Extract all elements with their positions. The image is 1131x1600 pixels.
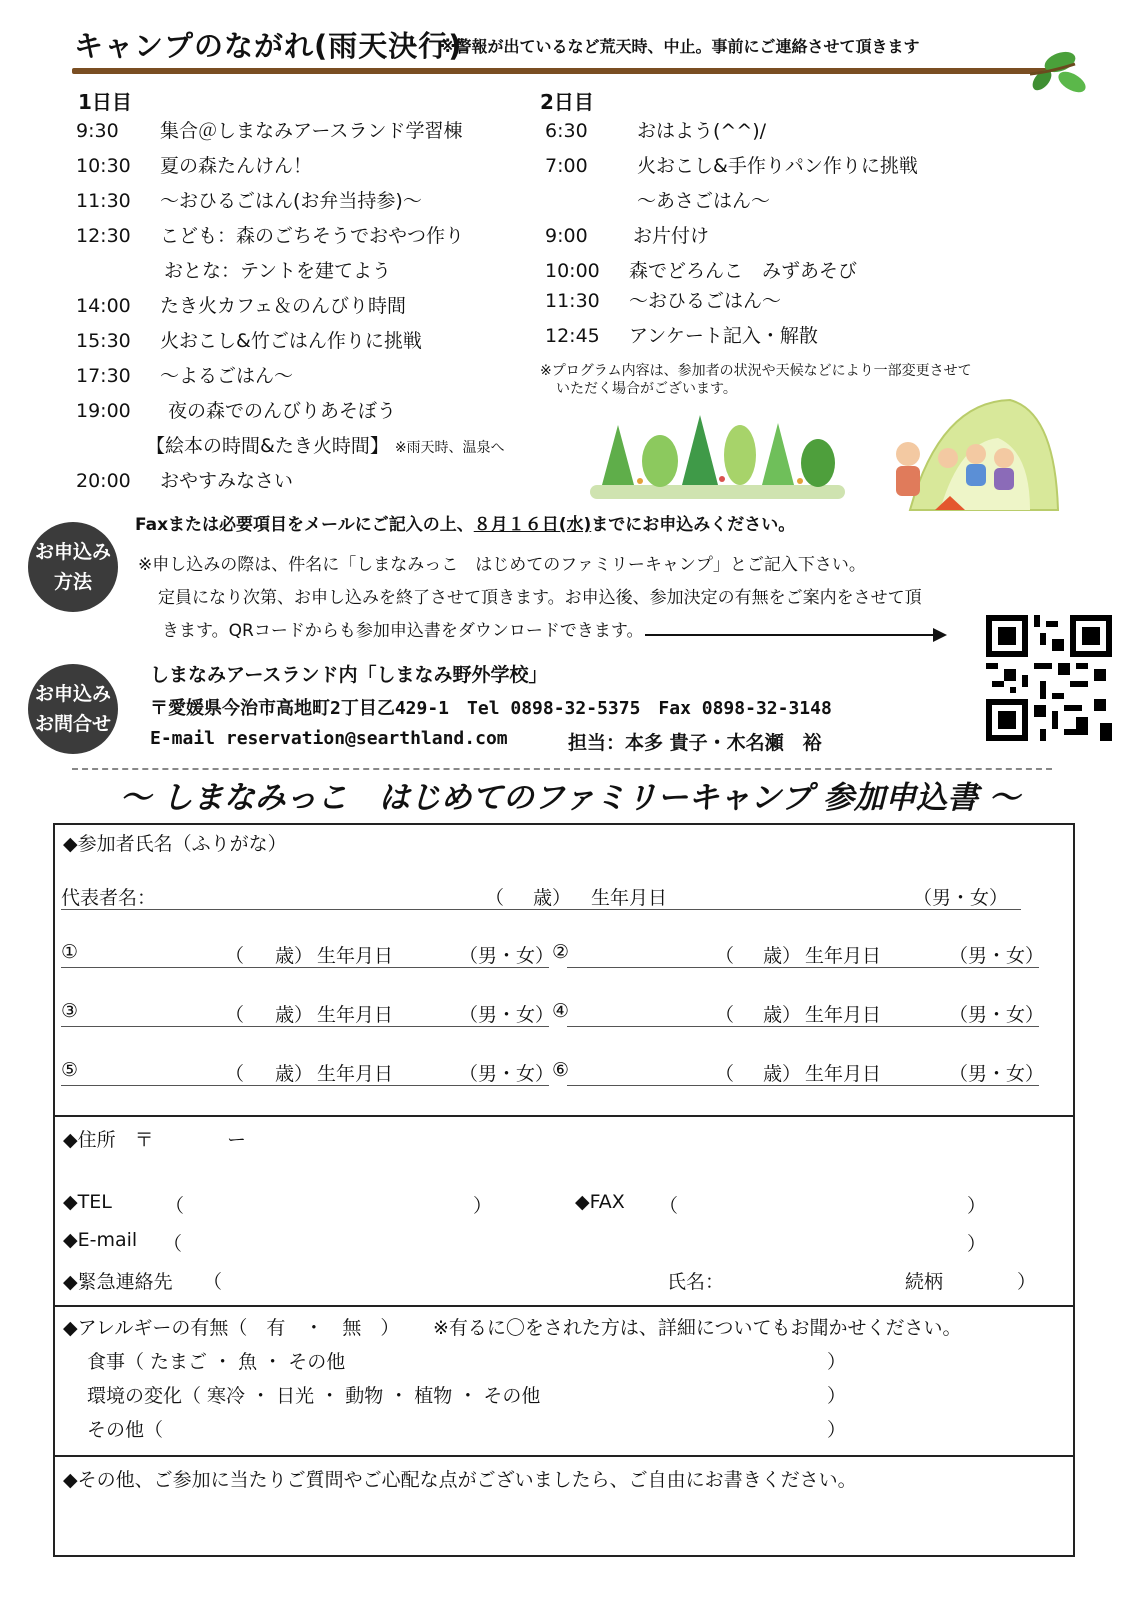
schedule-row: 20:00 おやすみなさい — [76, 470, 294, 492]
address-field[interactable] — [165, 1121, 1045, 1181]
contact-email[interactable]: E-mail reservation@searthland.com — [150, 728, 508, 749]
forest-illustration — [590, 415, 845, 505]
day1-title: 1日目 — [78, 90, 132, 114]
allergy-label: ◆アレルギーの有無（ 有 ・ 無 ） — [63, 1317, 400, 1339]
apply-qr-note: きます。QRコードからも参加申込書をダウンロードできます。 — [162, 621, 644, 641]
rain-note: ※雨天時、温泉へ — [394, 440, 505, 456]
schedule-row: 15:30 火おこし&竹ごはん作りに挑戦 — [76, 330, 422, 352]
schedule-row: 10:30 夏の森たんけん！ — [76, 155, 313, 177]
schedule-row: 6:30 おはよう(^^)/ — [545, 120, 767, 142]
apply-capacity-note: 定員になり次第、お申し込みを終了させて頂きます。お申込後、参加決定の有無をご案内をさせて頂 — [158, 588, 922, 608]
schedule-row: 12:30 こども：森のごちそうでおやつ作り — [76, 225, 465, 247]
questions-field[interactable] — [63, 1497, 1063, 1553]
application-form: ◆参加者氏名（ふりがな） 代表者名： （ 歳） 生年月日 （男・女） ① （ 歳） 生年月日 （男・女） ② （ 歳） 生年月日 （男・女） ③ （ 歳） 生年月日 （男・女） ④ （ 歳） 生年月日 （男・女） ⑤ （ 歳） 生年月日 （男・女） ⑥ （ 歳） 生年月日 （男・女） ◆住所 〒 ー ◆TEL （ ） ◆FAX （ ） ◆E-mail （ ） ◆緊急連絡先 （ 氏名： 続柄 ） ◆アレルギーの有無（ 有 ・ 無 ） ※有るに〇をされた方は、詳細についてもお聞かせください。 食事（ たまご ・ 魚 ・ その他 ） 環境の変化（ 寒冷 ・ 日光 ・ 動物 ・ 植物 ・ その他 ） その他（ ） ◆その他、ご参加に当たりご質問やご心配な点がございましたら、ご自由にお書きください。 — [53, 823, 1075, 1557]
emergency-label: ◆緊急連絡先 — [63, 1271, 173, 1293]
schedule-row: 11:30 ～おひるごはん～ — [545, 290, 782, 312]
apply-deadline-line: Faxまたは必要項目をメールにご記入の上、８月１６日(水)までにお申込みください。 — [135, 515, 796, 535]
tent-family-illustration — [880, 392, 1060, 522]
header-divider — [72, 68, 1047, 74]
schedule-title: キャンプのながれ(雨天決行) — [74, 29, 463, 63]
email-label: ◆E-mail — [63, 1229, 138, 1251]
day1-schedule — [76, 116, 505, 501]
postal-dash: ー — [227, 1129, 247, 1151]
schedule-row: 【絵本の時間&たき火時間】 ※雨天時、温泉へ — [146, 435, 505, 457]
fax-label: ◆FAX — [575, 1191, 625, 1213]
program-note-line2: いただく場合がございます。 — [556, 381, 737, 397]
fax-field[interactable] — [679, 1187, 959, 1217]
contact-org: しまなみアースランド内「しまなみ野外学校」 — [150, 664, 548, 686]
questions-label: ◆その他、ご参加に当たりご質問やご心配な点がございましたら、ご自由にお書きください。 — [63, 1469, 857, 1491]
participants-label: ◆参加者氏名（ふりがな） — [63, 833, 287, 855]
deadline: ８月１６日(水) — [473, 515, 592, 535]
contact-address: 〒愛媛県今治市高地町2丁目乙429-1 Tel 0898-32-5375 Fax 0898-32-3148 — [150, 698, 832, 719]
schedule-row: おとな：テントを建てよう — [164, 260, 392, 282]
cut-line — [72, 768, 1052, 770]
schedule-row: 7:00 火おこし&手作りパン作りに挑戦 — [545, 155, 918, 177]
arrow-right-icon — [645, 634, 945, 636]
day2-title: 2日目 — [540, 90, 594, 114]
schedule-row: 10:00 森でどろんこ みずあそび — [545, 260, 858, 282]
qr-code[interactable] — [986, 615, 1112, 741]
allergy-food: 食事（ たまご ・ 魚 ・ その他 — [87, 1351, 346, 1373]
weather-note: ※警報が出ているなど荒天時、中止。事前にご連絡させて頂きます — [440, 37, 920, 56]
address-label: ◆住所 〒 — [63, 1129, 154, 1151]
email-field[interactable] — [185, 1225, 955, 1255]
contact-badge: お申込み お問合せ — [28, 664, 118, 754]
rep-name-field[interactable] — [201, 875, 471, 905]
schedule-row: 11:30 ～おひるごはん(お弁当持参)～ — [76, 190, 422, 212]
emergency-relation-label: 続柄 — [905, 1271, 944, 1293]
form-title: ～ しまなみっこ はじめてのファミリーキャンプ 参加申込書 ～ — [120, 780, 1020, 816]
schedule-row: 14:00 たき火カフェ＆のんびり時間 — [76, 295, 407, 317]
emergency-field[interactable] — [225, 1263, 645, 1293]
program-note-line1: ※プログラム内容は、参加者の状況や天候などにより一部変更させて — [540, 363, 972, 379]
apply-method-badge: お申込み 方法 — [28, 522, 118, 612]
schedule-row: 12:45 アンケート記入・解散 — [545, 325, 818, 347]
day2-schedule — [545, 116, 918, 351]
section-divider — [55, 1455, 1073, 1457]
emergency-name-label: 氏名： — [667, 1271, 725, 1293]
contact-staff: 担当：本多 貴子・木名瀬 裕 — [568, 732, 822, 754]
schedule-row: 19:00 夜の森でのんびりあそぼう — [76, 400, 397, 422]
tel-label: ◆TEL — [63, 1191, 112, 1213]
section-divider — [55, 1115, 1073, 1117]
schedule-row: 9:30 集合＠しまなみアースランド学習棟 — [76, 120, 463, 142]
schedule-row: ～あさごはん～ — [637, 190, 771, 212]
allergy-environment: 環境の変化（ 寒冷 ・ 日光 ・ 動物 ・ 植物 ・ その他 — [87, 1385, 541, 1407]
schedule-row: 9:00 お片付け — [545, 225, 710, 247]
allergy-other: その他（ — [87, 1419, 164, 1441]
leaves-icon — [1020, 44, 1090, 100]
allergy-note: ※有るに〇をされた方は、詳細についてもお聞かせください。 — [433, 1317, 962, 1339]
tel-field[interactable] — [185, 1187, 465, 1217]
apply-subject-note: ※申し込みの際は、件名に「しまなみっこ はじめてのファミリーキャンプ」とご記入下さい。 — [138, 555, 866, 575]
rep-label: 代表者名： — [61, 887, 157, 909]
schedule-row: 17:30 ～よるごはん～ — [76, 365, 294, 387]
section-divider — [55, 1305, 1073, 1307]
